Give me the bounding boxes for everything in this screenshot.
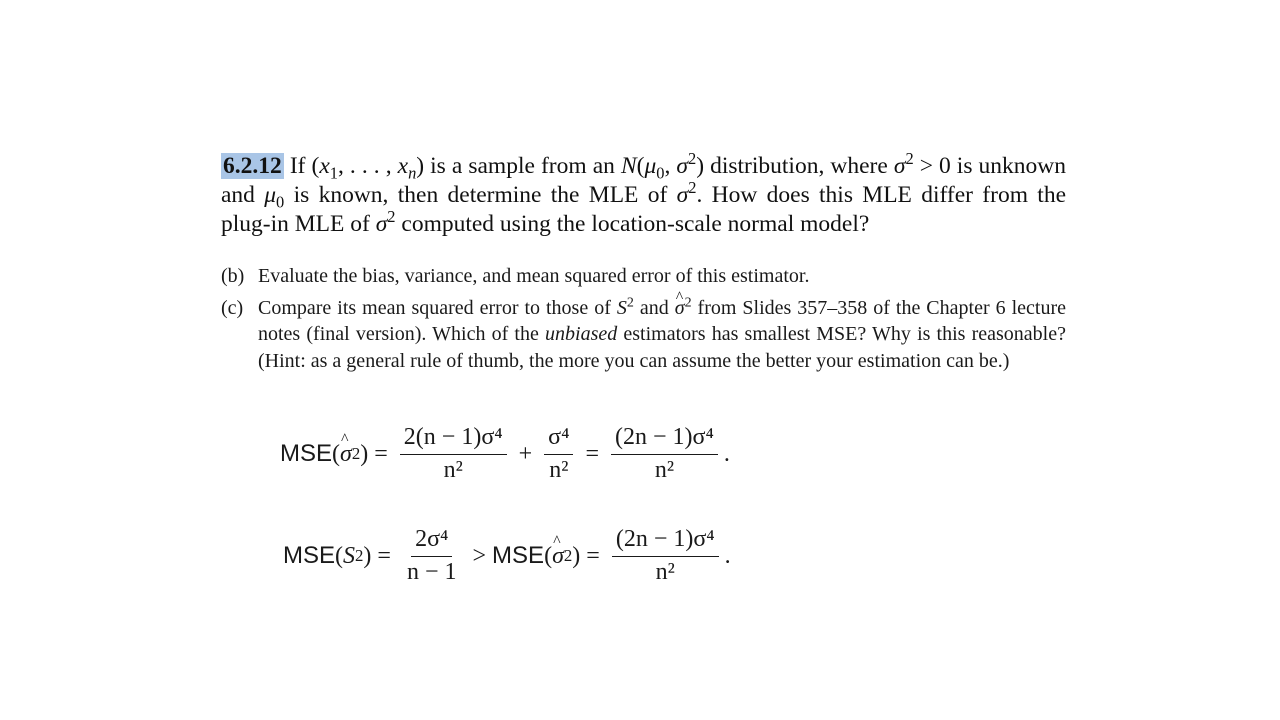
problem-text-2: ) is a sample from an — [416, 153, 621, 179]
part-c-label: (c) — [221, 296, 244, 319]
problem-text-4: > 0 is unknown and — [221, 153, 1067, 208]
sub-questions — [221, 263, 1066, 379]
problem-text-5: is known, then determine the MLE of — [284, 182, 677, 208]
problem-statement: 6.2.12 If ($x_1$, . . . , $x_n$) is a sample from an $N(\mu_0$, $\sigma^2$) distribution, where $\sigma^2 > 0$ is unknown and $\mu_0$ is known, then determine the MLE of $\sigma^2$. How does this MLE differ from the plug-in MLE of $\sigma^2$ computed using the location-scale normal model? — [221, 149, 1067, 237]
problem-text-6: . How does this MLE differ from the plug-in MLE of — [221, 182, 1066, 237]
fraction: $\frac{\text{(2n − 1)σ⁴}}{\text{n²}}$ — [611, 424, 718, 484]
fraction: $\frac{\text{σ⁴}}{\text{n²}}$ — [544, 424, 573, 484]
mse-label: MSE — [280, 440, 333, 467]
mse-label: MSE — [283, 542, 336, 569]
problem-number: 6.2.12 — [223, 153, 282, 179]
problem-text-3: ) distribution, where — [696, 153, 894, 179]
part-c — [221, 295, 1066, 375]
problem-text-7: computed using the location-scale normal model? — [395, 211, 870, 237]
equation-mse-sigma-hat: MSE ( ^ σ 2 ) = $\frac{\text{2(n − 1)σ⁴}}{\text{n²}}$ + $\frac{\text{σ⁴}}{\text{n²}}$ = $\frac{\text{(2n − 1)σ⁴}}{\text{n²}}$ . — [280, 424, 730, 484]
part-b-text: Evaluate the bias, variance, and mean squared error of this estimator. — [258, 265, 810, 287]
part-b — [221, 263, 1066, 290]
mse-label: MSE — [492, 542, 545, 569]
part-b-label: (b) — [221, 265, 245, 287]
fraction: $\frac{\text{(2n − 1)σ⁴}}{\text{n²}}$ — [612, 526, 719, 586]
part-c-text: Compare its mean squared error to those of $S^2$ and ^ $\sigma^2$ from Slides 357–358 of the Chapter 6 lecture notes (final version). Which of the unbiased estimators has smallest MSE? Why is this reasonable? (Hint: as a general rule of thumb, the more you can assume the better your estimation can be.) — [258, 295, 1066, 375]
problem-text-1: If ( — [289, 153, 320, 179]
equation-mse-s-squared: MSE ( S 2 ) = $\frac{\text{2σ⁴}}{n - 1}$ > MSE ( ^ σ 2 ) = $\frac{\text{(2n − 1)σ⁴}}{\text{n²}}$ . — [283, 526, 731, 586]
fraction: $\frac{\text{2(n − 1)σ⁴}}{\text{n²}}$ — [400, 424, 507, 484]
fraction: $\frac{\text{2σ⁴}}{n - 1}$ — [406, 526, 457, 585]
